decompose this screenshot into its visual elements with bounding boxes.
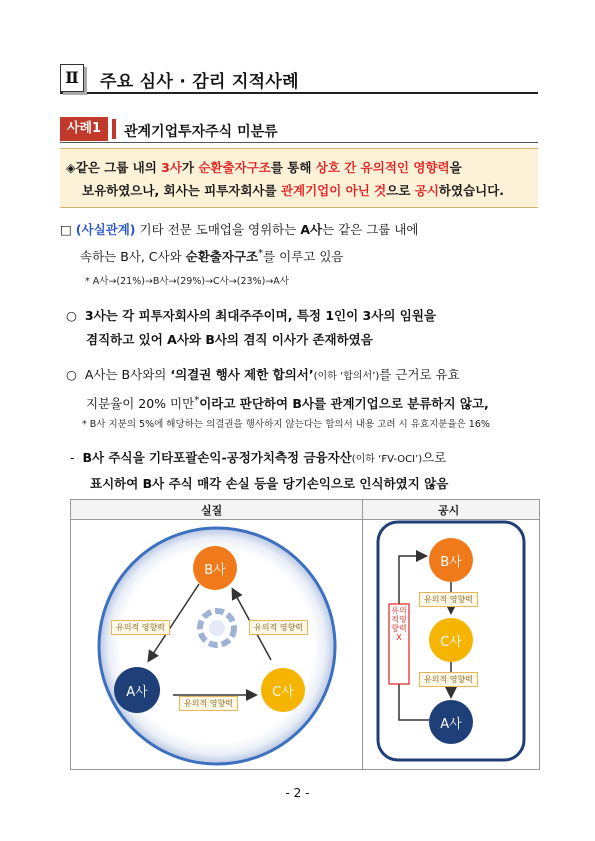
facts-text: 속하는 B사, C사와: [80, 249, 186, 265]
edge-label-ab: 유의적 영향력: [111, 620, 170, 635]
diamond-bullet-icon: ◈: [66, 160, 76, 175]
point-2-note: * B사 지분의 5%에 해당하는 의결권을 행사하지 않는다는 합의서 내용 고려 시 유효지분율은 16%: [82, 419, 490, 430]
facts-text: 는 같은 그룹 내에: [322, 222, 419, 237]
edge-label-ac: 유의적 영향력: [179, 696, 238, 711]
summary-text: 을: [449, 160, 462, 175]
node-c-right-label: C사: [440, 635, 462, 650]
point-text: 지분율이 20% 미만: [86, 396, 195, 412]
point-2-line-2: [66, 389, 540, 416]
point-3-line-1: [70, 446, 540, 472]
case-separator: [112, 119, 116, 139]
circle-bullet-icon: ○: [66, 308, 77, 323]
point-1-line-2: [66, 328, 540, 352]
section-title: 주요 심사 · 감리 지적사례: [100, 72, 299, 92]
edge-label-bc: 유의적 영향력: [249, 620, 308, 635]
point-1: [60, 304, 540, 352]
point-text: 를 근거로 유효: [379, 367, 460, 382]
point-text: 겸직하고 있어 A사와 B사의 겸직 이사가 존재하였음: [86, 332, 373, 347]
point-small: (이하 ‘FV-OCI’): [351, 454, 423, 465]
point-text: 으로: [422, 450, 447, 465]
footnote-mark: *: [194, 395, 200, 406]
dash-bullet-icon: -: [70, 450, 75, 465]
summary-box: [60, 148, 538, 208]
summary-text: 보유하였으나, 회사는 피투자회사를: [82, 183, 281, 198]
node-b-label: B사: [204, 563, 226, 578]
edge-label-ca-right: 유의적 영향력: [419, 672, 478, 687]
node-a-right-label: A사: [440, 717, 462, 732]
point-bold: 이라고 판단하여 B사를 관계기업으로 분류하지 않고,: [199, 396, 489, 412]
summary-line-1: [66, 156, 532, 179]
footnote-mark: *: [258, 248, 264, 259]
summary-line-2: [66, 179, 532, 202]
case-header: [60, 117, 538, 143]
summary-text: 하였습니다.: [438, 183, 505, 198]
point-2-line-1: [66, 363, 540, 389]
facts-bold: A사: [300, 222, 323, 237]
section-header: [60, 64, 538, 94]
facts-text: 를 이루고 있음: [263, 249, 344, 265]
edge-label-bc-right: 유의적 영향력: [419, 592, 478, 607]
case-title: 관계기업투자주식 미분류: [124, 124, 278, 140]
summary-highlight: 순환출자구조: [198, 160, 271, 175]
summary-highlight: 3사: [161, 160, 182, 175]
figure-col-disclosure: 공시: [438, 504, 460, 517]
facts-label: (사실관계): [75, 222, 136, 237]
case-label: 사례1: [60, 117, 108, 141]
summary-text: 으로: [386, 183, 415, 198]
point-text: 3사는 각 피투자회사의 최대주주이며, 특정 1인이 3사의 임원을: [84, 308, 436, 323]
facts-bold: 순환출자구조: [185, 249, 259, 265]
facts-note: * A사→(21%)→B사→(29%)→C사→(23%)→A사: [85, 276, 289, 287]
point-3-line-2: [70, 472, 540, 496]
summary-text: 를 통해: [270, 160, 316, 175]
ownership-figure: [70, 499, 540, 770]
side-label-text: 유의적영향력X: [391, 606, 407, 642]
point-bold: B사 주식을 기타포괄손익-공정가치측정 금융자산: [82, 450, 352, 465]
point-text: A사는 B사와의: [84, 367, 171, 382]
point-small: (이하 ‘합의서’): [313, 371, 380, 382]
facts-line-1: [60, 218, 540, 242]
circle-bullet-icon: ○: [66, 367, 77, 382]
square-bullet-icon: □: [60, 222, 72, 237]
summary-text: 가: [181, 160, 199, 175]
node-c-label: C사: [272, 685, 294, 700]
page-number: - 2 -: [285, 786, 310, 800]
node-b-right-label: B사: [440, 555, 462, 570]
facts-text: 기타 전문 도매업을 영위하는: [135, 222, 301, 237]
point-2: [60, 363, 540, 416]
summary-highlight: 공시: [414, 183, 439, 198]
point-bold: ‘의결권 행사 제한 합의서’: [170, 367, 314, 382]
point-bold: 표시하여 B사 주식 매각 손실 등을 당기손익으로 인식하였지 않음: [90, 476, 449, 491]
facts-paragraph: [60, 218, 540, 269]
summary-text: 같은 그룹 내의: [75, 160, 162, 175]
summary-highlight: 상호 간 유의적인 영향력: [315, 160, 450, 175]
summary-highlight: 관계기업이 아닌 것: [280, 183, 387, 198]
point-3: [60, 446, 540, 496]
section-number: Ⅱ: [60, 64, 84, 92]
facts-line-2: [60, 242, 540, 269]
node-a-label: A사: [126, 685, 148, 700]
figure-col-substance: 실질: [201, 504, 223, 517]
point-1-line-1: [66, 304, 540, 328]
